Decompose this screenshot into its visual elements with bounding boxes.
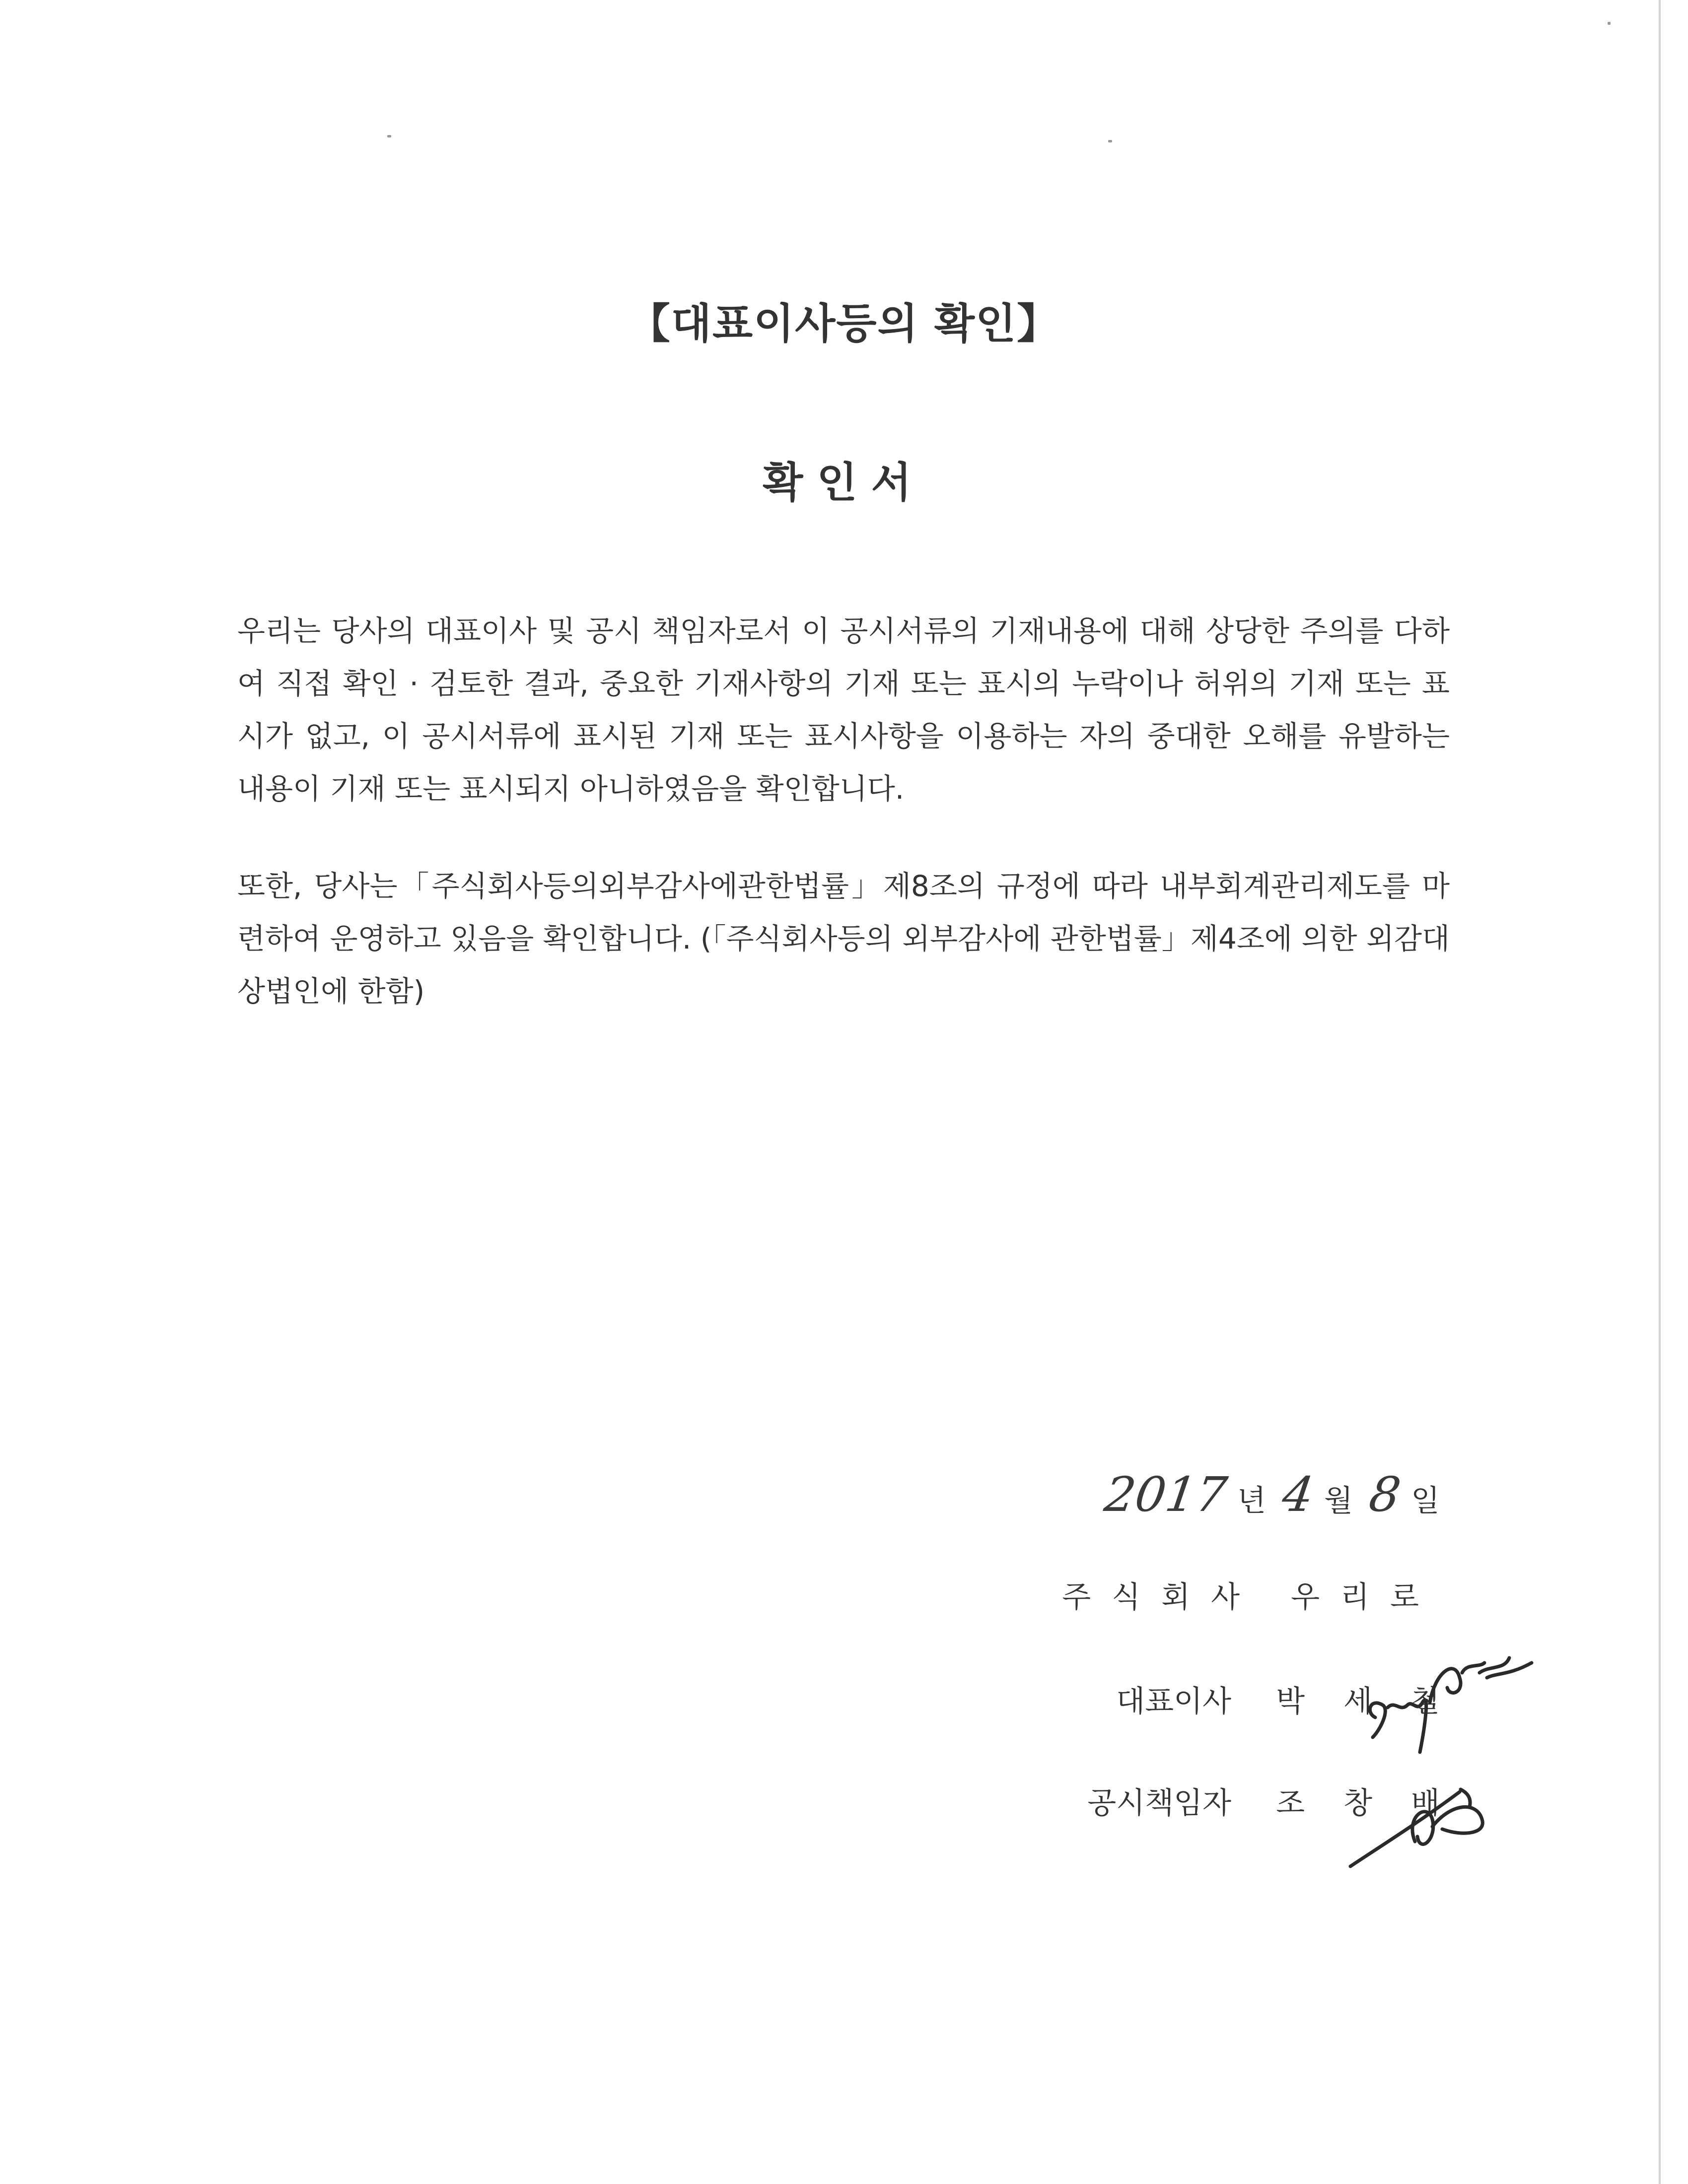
scan-speck [1608, 22, 1611, 25]
internal-control-paragraph: 또한, 당사는「주식회사등의외부감사에관한법률」제8조의 규정에 따라 내부회계관리제도를 마련하여 운영하고 있음을 확인합니다. (「주식회사등의 외부감사에 관한법률」제4조에 의한 외감대상법인에 한함) [237, 869, 1450, 1008]
document-subtitle: 확인서 [763, 458, 925, 507]
document-title: 【대표이사등의 확인】 [628, 299, 1060, 348]
signing-date [1101, 1467, 1440, 1522]
officer-signature [1336, 1772, 1514, 1881]
date-month-unit: 월 [1324, 1484, 1353, 1518]
scan-speck [387, 135, 391, 137]
date-day-unit: 일 [1411, 1484, 1440, 1518]
scan-speck [1108, 140, 1112, 142]
confirmation-paragraph: 우리는 당사의 대표이사 및 공시 책임자로서 이 공시서류의 기재내용에 대해 상당한 주의를 다하여 직접 확인 · 검토한 결과, 중요한 기재사항의 기재 또는 표시의 누락이나 허위의 기재 또는 표시가 없고, 이 공시서류에 표시된 기재 또는 표시사항을 이용하는 자의 중대한 오해를 유발하는 내용이 기재 또는 표시되지 아니하였음을 확인합니다. [237, 614, 1450, 806]
date-day: 8 [1366, 1467, 1404, 1522]
ceo-role: 대표이사 [1116, 1684, 1232, 1719]
officer-name: 조창배 [1276, 1786, 1478, 1821]
date-year: 2017 [1101, 1467, 1230, 1522]
ceo-name: 박세철 [1276, 1684, 1478, 1719]
ceo-signature [1360, 1643, 1539, 1777]
company-name-row [1062, 1573, 1440, 1616]
officer-role: 공시책임자 [1087, 1786, 1232, 1821]
date-month: 4 [1279, 1467, 1317, 1522]
date-year-unit: 년 [1237, 1484, 1266, 1518]
company-name: 주식회사 우리로 [1062, 1580, 1440, 1615]
